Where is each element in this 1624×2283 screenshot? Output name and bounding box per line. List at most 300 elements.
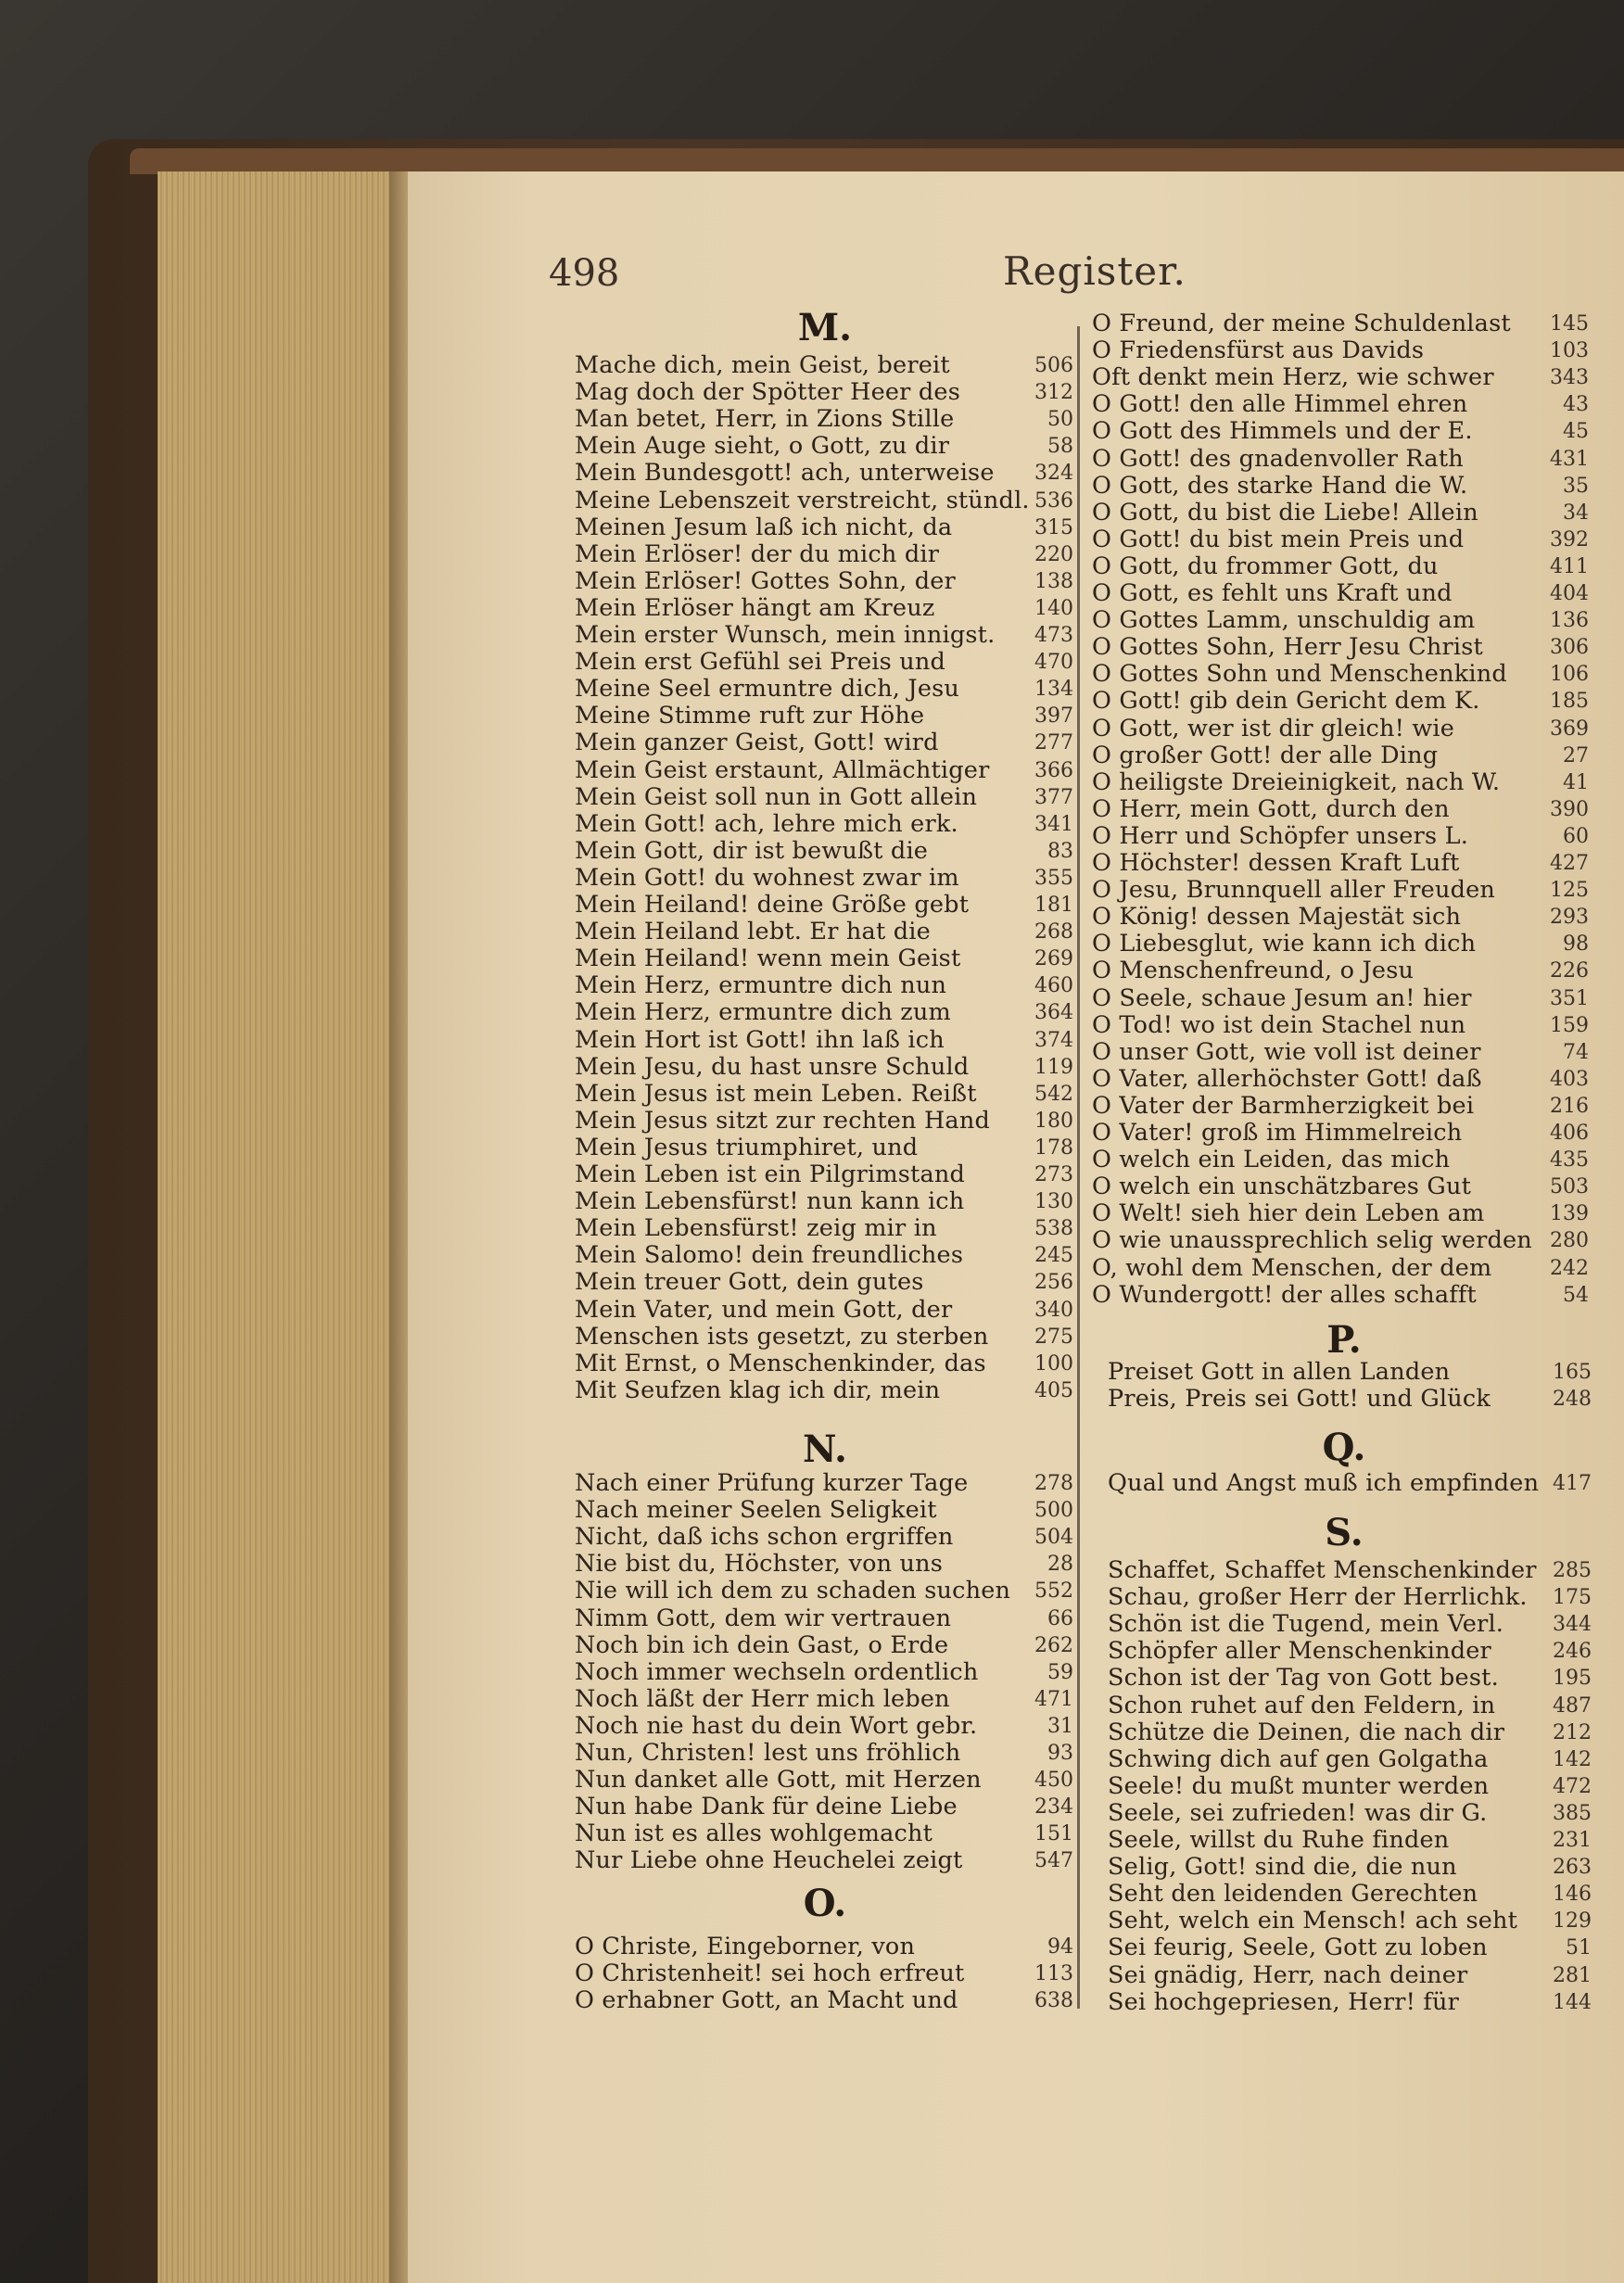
entry-page-number: 54	[1563, 1283, 1589, 1307]
entry-title: Meinen Jesum laß ich nicht, da	[575, 513, 953, 541]
index-entry	[1108, 1584, 1592, 1611]
entry-page-number: 113	[1034, 1962, 1073, 1986]
index-entry	[575, 1960, 1073, 1987]
entry-page-number: 343	[1550, 366, 1589, 390]
index-entry	[1092, 1173, 1589, 1200]
entry-page-number: 125	[1550, 879, 1589, 903]
index-entry	[1108, 1470, 1592, 1497]
index-entry	[575, 460, 1073, 487]
entry-page-number: 151	[1034, 1822, 1073, 1846]
entry-title: O Vater, allerhöchster Gott! daß	[1092, 1064, 1482, 1093]
index-entry	[1092, 526, 1589, 553]
entry-page-number: 142	[1553, 1747, 1592, 1771]
index-entry	[1108, 1693, 1592, 1719]
entry-page-number: 83	[1047, 839, 1073, 863]
entry-title: Schön ist die Tugend, mein Verl.	[1108, 1610, 1504, 1639]
entry-page-number: 60	[1563, 824, 1589, 848]
index-entry	[1108, 1665, 1592, 1692]
entry-title: Noch nie hast du dein Wort gebr.	[575, 1711, 978, 1740]
index-entry	[1108, 1854, 1592, 1881]
entry-title: O Gott! gib dein Gericht dem K.	[1092, 687, 1480, 716]
index-entry	[575, 488, 1073, 514]
entry-title: Preis, Preis sei Gott! und Glück	[1108, 1385, 1491, 1414]
entry-title: Preiset Gott in allen Landen	[1108, 1358, 1451, 1386]
entry-page-number: 500	[1034, 1499, 1073, 1523]
column-divider	[1077, 326, 1080, 2009]
index-entry	[575, 1027, 1073, 1054]
index-entry	[575, 1242, 1073, 1269]
cover-edge	[130, 148, 1624, 174]
entry-title: O Gottes Sohn, Herr Jesu Christ	[1092, 633, 1483, 662]
index-entry	[1092, 337, 1589, 364]
index-entry	[1108, 1746, 1592, 1773]
index-entry	[575, 1740, 1073, 1767]
index-entry	[1092, 391, 1589, 418]
entry-page-number: 417	[1553, 1472, 1592, 1495]
index-entry	[575, 1324, 1073, 1351]
entry-page-number: 450	[1034, 1769, 1073, 1793]
entry-title: O großer Gott! der alle Ding	[1092, 741, 1439, 769]
index-entry	[1092, 823, 1589, 850]
index-entry	[1092, 904, 1589, 931]
entry-title: O Freund, der meine Schuldenlast	[1092, 310, 1511, 337]
entry-page-number: 146	[1553, 1883, 1592, 1907]
entry-page-number: 220	[1034, 542, 1073, 566]
index-entry	[575, 1081, 1073, 1108]
entry-title: Nie will ich dem zu schaden suchen	[575, 1577, 1011, 1605]
index-entry	[1108, 1638, 1592, 1665]
index-entry	[575, 1161, 1073, 1188]
index-entry	[1092, 1066, 1589, 1093]
entry-page-number: 397	[1034, 704, 1073, 729]
entry-title: Nur Liebe ohne Heuchelei zeigt	[575, 1846, 963, 1875]
entry-title: Noch bin ich dein Gast, o Erde	[575, 1630, 949, 1659]
entry-title: Mein Geist erstaunt, Allmächtiger	[575, 755, 990, 784]
index-entry	[575, 1188, 1073, 1215]
entry-title: O Gott, wer ist dir gleich! wie	[1092, 714, 1455, 742]
index-entry	[575, 1934, 1073, 1960]
entry-title: Schaffet, Schaffet Menschenkinder	[1108, 1556, 1537, 1584]
entry-title: Nie bist du, Höchster, von uns	[575, 1550, 944, 1579]
entry-title: Mit Seufzen klag ich dir, mein	[575, 1376, 941, 1404]
index-entry	[575, 1659, 1073, 1686]
entry-page-number: 431	[1550, 447, 1589, 471]
entry-page-number: 41	[1563, 770, 1589, 794]
entry-title: Mein Herz, ermuntre dich nun	[575, 971, 947, 1000]
index-entry	[1092, 1200, 1589, 1227]
entry-page-number: 180	[1034, 1109, 1073, 1133]
index-entry	[575, 676, 1073, 703]
index-entry	[1092, 850, 1589, 877]
index-entry	[1092, 607, 1589, 634]
entry-page-number: 74	[1563, 1040, 1589, 1064]
index-entry	[1092, 1255, 1589, 1282]
entry-title: O Vater der Barmherzigkeit bei	[1092, 1091, 1475, 1120]
section-heading-n: N.	[803, 1427, 847, 1471]
index-entry	[575, 1297, 1073, 1324]
index-entry	[1092, 716, 1589, 742]
entry-title: Schon ruhet auf den Feldern, in	[1108, 1691, 1496, 1719]
entry-page-number: 94	[1047, 1935, 1073, 1959]
index-entry	[1092, 500, 1589, 526]
entry-page-number: 159	[1550, 1013, 1589, 1037]
entry-title: Mein Heiland! deine Größe gebt	[575, 891, 970, 919]
entry-title: Meine Lebenszeit verstreicht, stündl.	[575, 486, 1030, 514]
index-entry	[575, 406, 1073, 433]
index-entry	[575, 1108, 1073, 1135]
entry-title: Mein Lebensfürst! nun kann ich	[575, 1187, 965, 1216]
entry-title: Sei feurig, Seele, Gott zu loben	[1108, 1934, 1488, 1962]
entry-page-number: 45	[1563, 420, 1589, 444]
entry-page-number: 144	[1553, 1990, 1592, 2014]
entry-title: O Christe, Eingeborner, von	[575, 1933, 916, 1960]
entry-title: O Christenheit! sei hoch erfreut	[575, 1960, 965, 1988]
entry-title: Nach meiner Seelen Seligkeit	[575, 1496, 937, 1525]
entry-title: Seht, welch ein Mensch! ach seht	[1108, 1907, 1518, 1935]
index-entry	[1092, 931, 1589, 958]
entry-page-number: 504	[1034, 1526, 1073, 1550]
entry-title: Mein Vater, und mein Gott, der	[575, 1295, 953, 1324]
entry-title: O Tod! wo ist dein Stachel nun	[1092, 1010, 1466, 1039]
entry-page-number: 369	[1550, 717, 1589, 741]
entry-title: Mein Gott! ach, lehre mich erk.	[575, 809, 958, 838]
entry-title: O, wohl dem Menschen, der dem	[1092, 1253, 1492, 1282]
index-entry	[1108, 1386, 1592, 1413]
entry-title: Mein Lebensfürst! zeig mir in	[575, 1214, 937, 1243]
entry-page-number: 212	[1553, 1720, 1592, 1744]
index-entry	[575, 352, 1073, 379]
entry-page-number: 355	[1034, 866, 1073, 890]
entry-title: Qual und Angst muß ich empfinden	[1108, 1469, 1540, 1497]
index-entry	[575, 1524, 1073, 1551]
entry-page-number: 34	[1563, 501, 1589, 525]
entry-page-number: 195	[1553, 1667, 1592, 1691]
entry-page-number: 374	[1034, 1028, 1073, 1052]
index-entry	[1108, 1611, 1592, 1638]
index-entry	[575, 1269, 1073, 1296]
entry-page-number: 638	[1034, 1989, 1073, 2013]
entry-title: Sei hochgepriesen, Herr! für	[1108, 1987, 1459, 2016]
index-entry	[575, 945, 1073, 972]
entry-title: O Herr und Schöpfer unsers L.	[1092, 821, 1469, 850]
entry-page-number: 134	[1034, 678, 1073, 702]
entry-page-number: 487	[1553, 1693, 1592, 1718]
entry-title: Mein Jesus sitzt zur rechten Hand	[575, 1106, 990, 1135]
index-entry	[575, 1632, 1073, 1659]
index-entry	[575, 1377, 1073, 1404]
entry-title: Mein treuer Gott, dein gutes	[575, 1268, 924, 1297]
entry-page-number: 503	[1550, 1175, 1589, 1199]
entry-page-number: 216	[1550, 1094, 1589, 1118]
entry-page-number: 351	[1550, 986, 1589, 1010]
entry-title: Meine Seel ermuntre dich, Jesu	[575, 675, 960, 704]
index-entry	[575, 1820, 1073, 1847]
entry-page-number: 50	[1047, 408, 1073, 432]
entry-page-number: 385	[1553, 1801, 1592, 1825]
entry-page-number: 140	[1034, 596, 1073, 620]
entry-page-number: 278	[1034, 1472, 1073, 1495]
entry-title: Mein Heiland lebt. Er hat die	[575, 918, 931, 946]
entry-title: Nimm Gott, dem wir vertrauen	[575, 1604, 952, 1632]
entry-title: Mein Herz, ermuntre dich zum	[575, 998, 951, 1027]
entry-page-number: 58	[1047, 435, 1073, 459]
entry-page-number: 178	[1034, 1135, 1073, 1160]
entry-title: Nun ist es alles wohlgemacht	[575, 1820, 933, 1848]
entry-page-number: 31	[1047, 1714, 1073, 1738]
entry-page-number: 435	[1550, 1148, 1589, 1173]
entry-title: O Gott! den alle Himmel ehren	[1092, 390, 1468, 419]
index-entry	[1108, 1773, 1592, 1800]
entry-page-number: 100	[1034, 1351, 1073, 1376]
entry-page-number: 35	[1563, 474, 1589, 498]
entry-page-number: 364	[1034, 1001, 1073, 1025]
entry-page-number: 175	[1553, 1586, 1592, 1610]
entry-page-number: 248	[1553, 1388, 1592, 1412]
entry-page-number: 145	[1550, 312, 1589, 336]
entry-page-number: 273	[1034, 1163, 1073, 1186]
entry-page-number: 411	[1550, 554, 1589, 578]
entry-title: Nun danket alle Gott, mit Herzen	[575, 1766, 982, 1795]
index-entry	[575, 1767, 1073, 1794]
entry-page-number: 392	[1550, 527, 1589, 552]
entry-page-number: 427	[1550, 852, 1589, 875]
entry-page-number: 277	[1034, 731, 1073, 755]
entry-page-number: 341	[1034, 812, 1073, 836]
entry-title: Noch läßt der Herr mich leben	[575, 1684, 950, 1713]
entry-page-number: 242	[1550, 1256, 1589, 1280]
index-entry	[1092, 742, 1589, 769]
index-entry	[575, 595, 1073, 622]
entry-title: Mein Jesus ist mein Leben. Reißt	[575, 1079, 977, 1108]
entry-title: Menschen ists gesetzt, zu sterben	[575, 1322, 989, 1351]
section-heading-q: Q.	[1322, 1426, 1366, 1469]
entry-page-number: 472	[1553, 1774, 1592, 1798]
entry-title: Nun habe Dank für deine Liebe	[575, 1793, 958, 1821]
entry-page-number: 406	[1550, 1122, 1589, 1145]
entry-title: O König! dessen Majestät sich	[1092, 903, 1462, 932]
entry-page-number: 106	[1550, 663, 1589, 687]
index-entry	[575, 649, 1073, 676]
index-entry	[575, 811, 1073, 838]
index-entry	[575, 1470, 1073, 1497]
entry-title: O Gott! du bist mein Preis und	[1092, 525, 1465, 553]
entry-page-number: 470	[1034, 651, 1073, 675]
index-entry	[1092, 1227, 1589, 1254]
index-entry	[1092, 688, 1589, 715]
entry-title: O Jesu, Brunnquell aller Freuden	[1092, 876, 1496, 905]
entry-title: Sei gnädig, Herr, nach deiner	[1108, 1960, 1468, 1989]
index-entry	[575, 1987, 1073, 2014]
index-entry	[575, 514, 1073, 541]
entry-page-number: 139	[1550, 1202, 1589, 1226]
section-heading-p: P.	[1326, 1318, 1362, 1362]
entry-page-number: 256	[1034, 1271, 1073, 1295]
entry-title: O Vater! groß im Himmelreich	[1092, 1119, 1463, 1147]
index-entry	[1108, 1881, 1592, 1908]
entry-title: O Gott, du bist die Liebe! Allein	[1092, 498, 1478, 526]
entry-title: O heiligste Dreieinigkeit, nach W.	[1092, 767, 1501, 796]
entry-title: Seht den leidenden Gerechten	[1108, 1880, 1478, 1909]
entry-page-number: 181	[1034, 894, 1073, 917]
index-entry	[1092, 446, 1589, 473]
entry-title: O Höchster! dessen Kraft Luft	[1092, 849, 1460, 877]
index-entry	[1108, 1557, 1592, 1584]
entry-title: O Gottes Lamm, unschuldig am	[1092, 606, 1476, 635]
index-entry	[575, 379, 1073, 406]
entry-page-number: 404	[1550, 582, 1589, 605]
entry-page-number: 231	[1553, 1829, 1592, 1852]
entry-title: O Herr, mein Gott, durch den	[1092, 794, 1450, 823]
entry-title: Oft denkt mein Herz, wie schwer	[1092, 363, 1494, 392]
entry-title: O unser Gott, wie voll ist deiner	[1092, 1037, 1481, 1066]
entry-title: Noch immer wechseln ordentlich	[575, 1657, 979, 1686]
entry-page-number: 473	[1034, 624, 1073, 647]
index-entry	[1108, 1989, 1592, 2016]
entry-page-number: 285	[1553, 1559, 1592, 1582]
entry-title: Man betet, Herr, in Zions Stille	[575, 405, 955, 434]
entry-page-number: 312	[1034, 381, 1073, 405]
entry-page-number: 103	[1550, 339, 1589, 363]
index-entry	[575, 784, 1073, 811]
index-entry	[1092, 985, 1589, 1012]
entry-page-number: 27	[1563, 743, 1589, 767]
entry-page-number: 130	[1034, 1190, 1073, 1214]
section-heading-m: M.	[797, 306, 853, 349]
entry-page-number: 405	[1034, 1378, 1073, 1402]
entry-title: Nun, Christen! lest uns fröhlich	[575, 1739, 961, 1767]
index-entry	[575, 1794, 1073, 1820]
index-entry	[1092, 1147, 1589, 1173]
index-entry	[575, 1713, 1073, 1740]
entry-title: Nach einer Prüfung kurzer Tage	[575, 1469, 969, 1497]
entry-page-number: 98	[1563, 932, 1589, 957]
entry-title: O Gott! des gnadenvoller Rath	[1092, 444, 1464, 473]
index-entry	[1092, 364, 1589, 391]
index-entry	[575, 1497, 1073, 1524]
index-entry	[1092, 1120, 1589, 1147]
entry-title: O Friedensfürst aus Davids	[1092, 336, 1425, 365]
index-entry	[1092, 311, 1589, 337]
entry-title: Schöpfer aller Menschenkinder	[1108, 1637, 1491, 1666]
entry-page-number: 315	[1034, 515, 1073, 539]
entry-page-number: 234	[1034, 1795, 1073, 1820]
entry-page-number: 460	[1034, 974, 1073, 998]
entry-title: Schwing dich auf gen Golgatha	[1108, 1744, 1489, 1773]
index-entry	[1092, 1093, 1589, 1120]
entry-title: Schon ist der Tag von Gott best.	[1108, 1664, 1499, 1693]
entry-page-number: 59	[1047, 1660, 1073, 1684]
index-entry	[1092, 418, 1589, 445]
index-entry	[575, 1686, 1073, 1713]
index-entry	[1092, 634, 1589, 661]
entry-page-number: 93	[1047, 1742, 1073, 1765]
entry-title: Mein ganzer Geist, Gott! wird	[575, 729, 939, 757]
index-entry	[575, 703, 1073, 729]
index-entry	[575, 433, 1073, 460]
entry-page-number: 547	[1034, 1849, 1073, 1873]
entry-page-number: 542	[1034, 1082, 1073, 1106]
entry-title: O Seele, schaue Jesum an! hier	[1092, 983, 1472, 1012]
index-entry	[575, 999, 1073, 1026]
entry-title: Seele, willst du Ruhe finden	[1108, 1826, 1450, 1854]
entry-page-number: 506	[1034, 354, 1073, 377]
entry-page-number: 293	[1550, 906, 1589, 930]
entry-page-number: 165	[1553, 1361, 1592, 1384]
entry-title: O erhabner Gott, an Macht und	[575, 1986, 958, 2015]
entry-title: Schau, großer Herr der Herrlichk.	[1108, 1583, 1528, 1612]
index-entry	[1092, 1039, 1589, 1066]
entry-page-number: 269	[1034, 947, 1073, 971]
entry-title: O wie unaussprechlich selig werden	[1092, 1226, 1532, 1255]
entry-page-number: 51	[1566, 1936, 1592, 1960]
entry-page-number: 280	[1550, 1229, 1589, 1253]
entry-title: Schütze die Deinen, die nach dir	[1108, 1718, 1505, 1746]
entry-page-number: 119	[1034, 1055, 1073, 1079]
index-entry	[1108, 1962, 1592, 1989]
entry-title: Seele, sei zufrieden! was dir G.	[1108, 1798, 1488, 1827]
page-block-edges	[158, 171, 408, 2283]
index-entry	[575, 1215, 1073, 1242]
index-entry	[575, 972, 1073, 999]
index-entry	[1092, 580, 1589, 607]
entry-title: Mein Gott, dir ist bewußt die	[575, 836, 929, 865]
entry-page-number: 245	[1034, 1244, 1073, 1268]
index-entry	[1108, 1934, 1592, 1961]
index-entry	[1092, 473, 1589, 500]
index-entry	[575, 1578, 1073, 1604]
index-entry	[575, 838, 1073, 865]
entry-title: Mag doch der Spötter Heer des	[575, 378, 960, 407]
section-heading-o: O.	[803, 1882, 847, 1925]
entry-title: Mit Ernst, o Menschenkinder, das	[575, 1349, 986, 1377]
index-entry	[575, 1847, 1073, 1874]
entry-page-number: 43	[1563, 393, 1589, 417]
entry-title: Mein Gott! du wohnest zwar im	[575, 863, 959, 892]
index-entry	[575, 1351, 1073, 1377]
entry-title: Selig, Gott! sind die, die nun	[1108, 1853, 1457, 1882]
entry-page-number: 66	[1047, 1606, 1073, 1630]
entry-title: Mein Jesu, du hast unsre Schuld	[575, 1052, 970, 1081]
entry-title: O Menschenfreund, o Jesu	[1092, 957, 1415, 985]
entry-page-number: 246	[1553, 1640, 1592, 1664]
entry-page-number: 262	[1034, 1633, 1073, 1657]
entry-title: Mein erst Gefühl sei Preis und	[575, 648, 946, 677]
entry-title: Mein Hort ist Gott! ihn laß ich	[575, 1025, 945, 1054]
entry-title: Mein Salomo! dein freundliches	[575, 1241, 964, 1270]
entry-page-number: 129	[1553, 1909, 1592, 1934]
index-entry	[1092, 553, 1589, 580]
index-entry	[575, 757, 1073, 784]
entry-page-number: 185	[1550, 690, 1589, 714]
index-entry	[1108, 1719, 1592, 1746]
index-entry	[575, 1054, 1073, 1081]
entry-page-number: 552	[1034, 1579, 1073, 1604]
entry-title: O Gott, des starke Hand die W.	[1092, 471, 1468, 500]
index-entry	[1092, 769, 1589, 796]
index-entry	[1092, 1282, 1589, 1309]
index-entry	[1092, 661, 1589, 688]
entry-page-number: 340	[1034, 1298, 1073, 1322]
entry-title: O Gott, du frommer Gott, du	[1092, 552, 1439, 580]
entry-page-number: 275	[1034, 1325, 1073, 1349]
entry-title: Mein erster Wunsch, mein innigst.	[575, 621, 996, 649]
entry-page-number: 344	[1553, 1613, 1592, 1637]
index-entry	[575, 1551, 1073, 1578]
index-entry	[575, 865, 1073, 892]
entry-page-number: 377	[1034, 785, 1073, 809]
entry-title: O Wundergott! der alles schafft	[1092, 1280, 1477, 1309]
entry-title: O welch ein Leiden, das mich	[1092, 1146, 1451, 1174]
